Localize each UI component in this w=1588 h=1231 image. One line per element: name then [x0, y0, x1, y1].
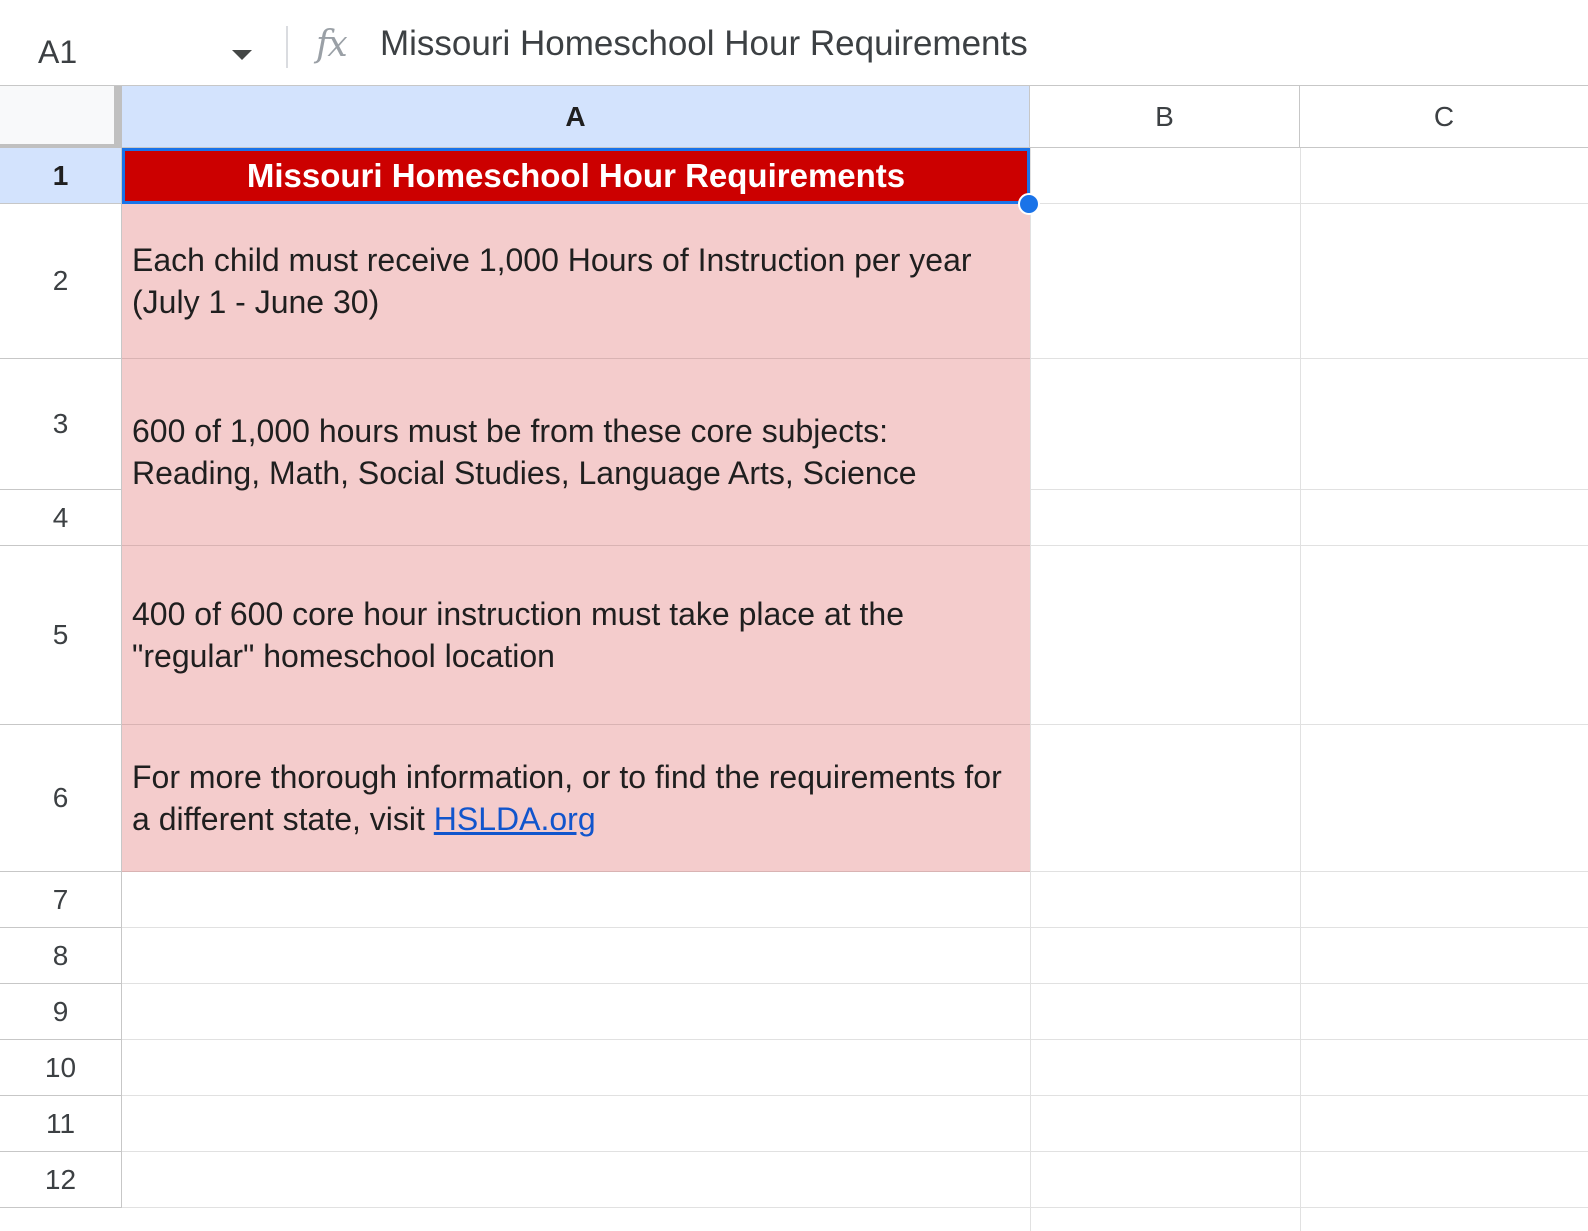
cell-a6-content: [132, 756, 1020, 840]
gridline: [122, 1095, 1588, 1096]
cell-a5-text: 400 of 600 core hour instruction must take place at the "regular" homeschool location: [132, 596, 905, 674]
name-box-value: A1: [38, 34, 78, 70]
row-header-2[interactable]: 2: [0, 204, 122, 359]
row-header-8[interactable]: 8: [0, 928, 122, 984]
row-header-5[interactable]: 5: [0, 546, 122, 725]
row-header-4[interactable]: 4: [0, 490, 122, 546]
name-box[interactable]: [0, 10, 270, 76]
cell-a6[interactable]: [122, 725, 1030, 872]
row-header-10[interactable]: 10: [0, 1040, 122, 1096]
row-header-9[interactable]: 9: [0, 984, 122, 1040]
gridline: [122, 927, 1588, 928]
gridline: [122, 1207, 1588, 1208]
formula-bar: [0, 0, 1588, 86]
gridline: [122, 1151, 1588, 1152]
select-all-corner[interactable]: [0, 86, 122, 148]
row-header-1[interactable]: 1: [0, 148, 122, 204]
cell-a5[interactable]: [122, 546, 1030, 725]
row-header-3[interactable]: 3: [0, 359, 122, 490]
gridline: [122, 1039, 1588, 1040]
row-header-6[interactable]: 6: [0, 725, 122, 872]
cell-a2[interactable]: [122, 204, 1030, 359]
column-header-c[interactable]: C: [1300, 86, 1588, 148]
formula-bar-divider: [286, 26, 288, 68]
fx-icon: fx: [316, 24, 346, 65]
row-header-11[interactable]: 11: [0, 1096, 122, 1152]
cell-a3[interactable]: [122, 359, 1030, 546]
gridline: [122, 983, 1588, 984]
hslda-link[interactable]: HSLDA.org: [433, 801, 596, 837]
formula-input[interactable]: Missouri Homeschool Hour Requirements: [380, 24, 1028, 63]
column-header-b[interactable]: B: [1030, 86, 1300, 148]
gridline: [1030, 148, 1031, 1231]
cell-a3-text: 600 of 1,000 hours must be from these core subjects: Reading, Math, Social Studies, Language Arts, Science: [132, 413, 917, 491]
cell-a6-text: For more thorough information, or to find the requirements for a different state, visit: [132, 759, 1002, 837]
cell-a2-text: Each child must receive 1,000 Hours of Instruction per year (July 1 - June 30): [132, 242, 972, 320]
dropdown-arrow-icon[interactable]: [232, 50, 252, 60]
row-header-7[interactable]: 7: [0, 872, 122, 928]
spreadsheet-grid: [0, 86, 1588, 1231]
gridline: [1300, 148, 1301, 1231]
fill-handle[interactable]: [1018, 193, 1040, 215]
row-header-12[interactable]: 12: [0, 1152, 122, 1208]
cell-a1-title[interactable]: Missouri Homeschool Hour Requirements: [122, 148, 1030, 204]
column-header-a[interactable]: A: [122, 86, 1030, 148]
